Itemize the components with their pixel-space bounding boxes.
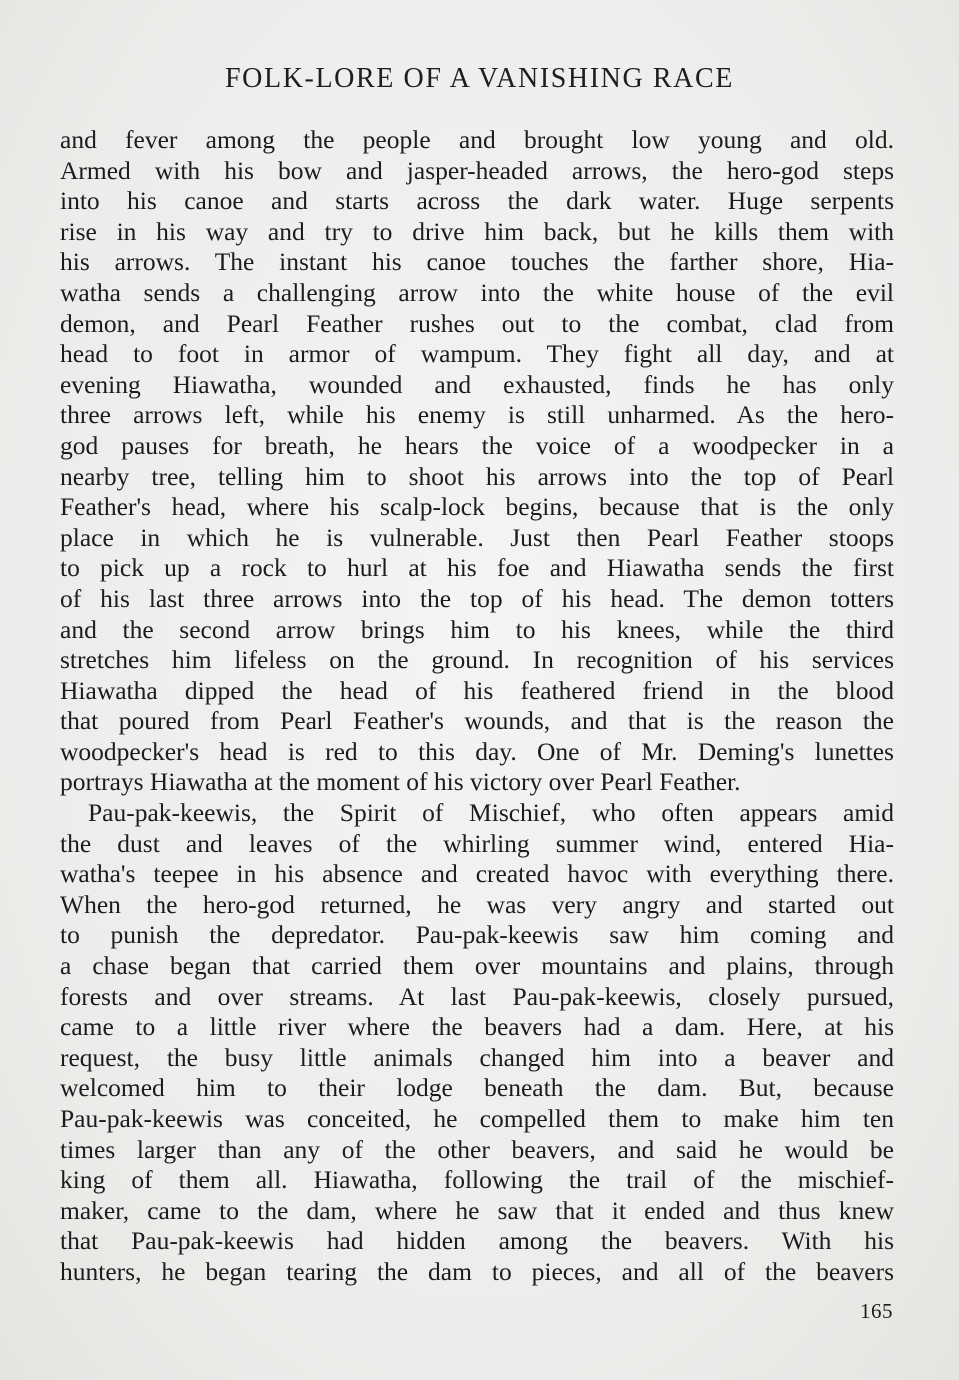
text-line: demon, and Pearl Feather rushes out to the combat, clad from	[60, 308, 894, 338]
text-line: his arrows. The instant his canoe touches the farther shore, Hia-	[60, 247, 894, 277]
body-text	[60, 125, 894, 1288]
text-line: and the second arrow brings him to his knees, while the third	[60, 614, 894, 644]
text-line: times larger than any of the other beavers, and said he would be	[60, 1134, 894, 1164]
text-line: king of them all. Hiawatha, following the trail of the mischief-	[60, 1165, 894, 1195]
text-line: evening Hiawatha, wounded and exhausted, finds he has only	[60, 369, 894, 399]
text-line: Armed with his bow and jasper-headed arrows, the hero-god steps	[60, 155, 894, 185]
text-line: rise in his way and try to drive him back, but he kills them with	[60, 216, 894, 246]
text-line: Feather's head, where his scalp-lock begins, because that is the only	[60, 492, 894, 522]
text-line: came to a little river where the beavers had a dam. Here, at his	[60, 1012, 894, 1042]
text-line: god pauses for breath, he hears the voice of a woodpecker in a	[60, 430, 894, 460]
text-line: Pau-pak-keewis was conceited, he compelled them to make him ten	[60, 1104, 894, 1133]
text-line: place in which he is vulnerable. Just then Pearl Feather stoops	[60, 522, 894, 552]
text-line: that poured from Pearl Feather's wounds, and that is the reason the	[60, 706, 894, 736]
text-line: the dust and leaves of the whirling summer wind, entered Hia-	[60, 828, 894, 858]
text-line: stretches him lifeless on the ground. In recognition of his services	[60, 645, 894, 675]
text-line: hunters, he began tearing the dam to pieces, and all of the beavers	[60, 1256, 894, 1286]
text-line: maker, came to the dam, where he saw that it ended and thus knew	[60, 1195, 894, 1225]
text-line: to pick up a rock to hurl at his foe and Hiawatha sends the first	[60, 553, 894, 583]
text-line: watha sends a challenging arrow into the white house of the evil	[60, 277, 894, 307]
text-line: to punish the depredator. Pau-pak-keewis saw him coming and	[60, 920, 894, 950]
text-line: a chase began that carried them over mountains and plains, through	[60, 951, 894, 981]
text-line: welcomed him to their lodge beneath the dam. But, because	[60, 1073, 894, 1103]
text-line: Hiawatha dipped the head of his feathered friend in the blood	[60, 675, 894, 705]
text-line: and fever among the people and brought low young and old.	[60, 125, 894, 154]
text-line: watha's teepee in his absence and created havoc with everything there.	[60, 859, 894, 889]
running-head: FOLK-LORE OF A VANISHING RACE	[225, 63, 734, 94]
text-line: woodpecker's head is red to this day. One of Mr. Deming's lunettes	[60, 736, 894, 766]
text-line: head to foot in armor of wampum. They fight all day, and at	[60, 339, 894, 369]
text-line: portrays Hiawatha at the moment of his victory over Pearl Feather.	[60, 767, 741, 797]
text-line: into his canoe and starts across the dark water. Huge serpents	[60, 186, 894, 216]
text-line: three arrows left, while his enemy is still unharmed. As the hero-	[60, 400, 894, 430]
text-line: When the hero-god returned, he was very angry and started out	[60, 889, 894, 919]
text-line: nearby tree, telling him to shoot his arrows into the top of Pearl	[60, 461, 894, 491]
text-line: of his last three arrows into the top of his head. The demon totters	[60, 583, 894, 613]
page-number: 165	[860, 1299, 893, 1323]
text-line: request, the busy little animals changed him into a beaver and	[60, 1042, 894, 1072]
text-line: forests and over streams. At last Pau-pak-keewis, closely pursued,	[60, 981, 894, 1011]
paragraph-first-line: Pau-pak-keewis, the Spirit of Mischief, who often appears amid	[88, 798, 894, 828]
text-line: that Pau-pak-keewis had hidden among the beavers. With his	[60, 1226, 894, 1256]
